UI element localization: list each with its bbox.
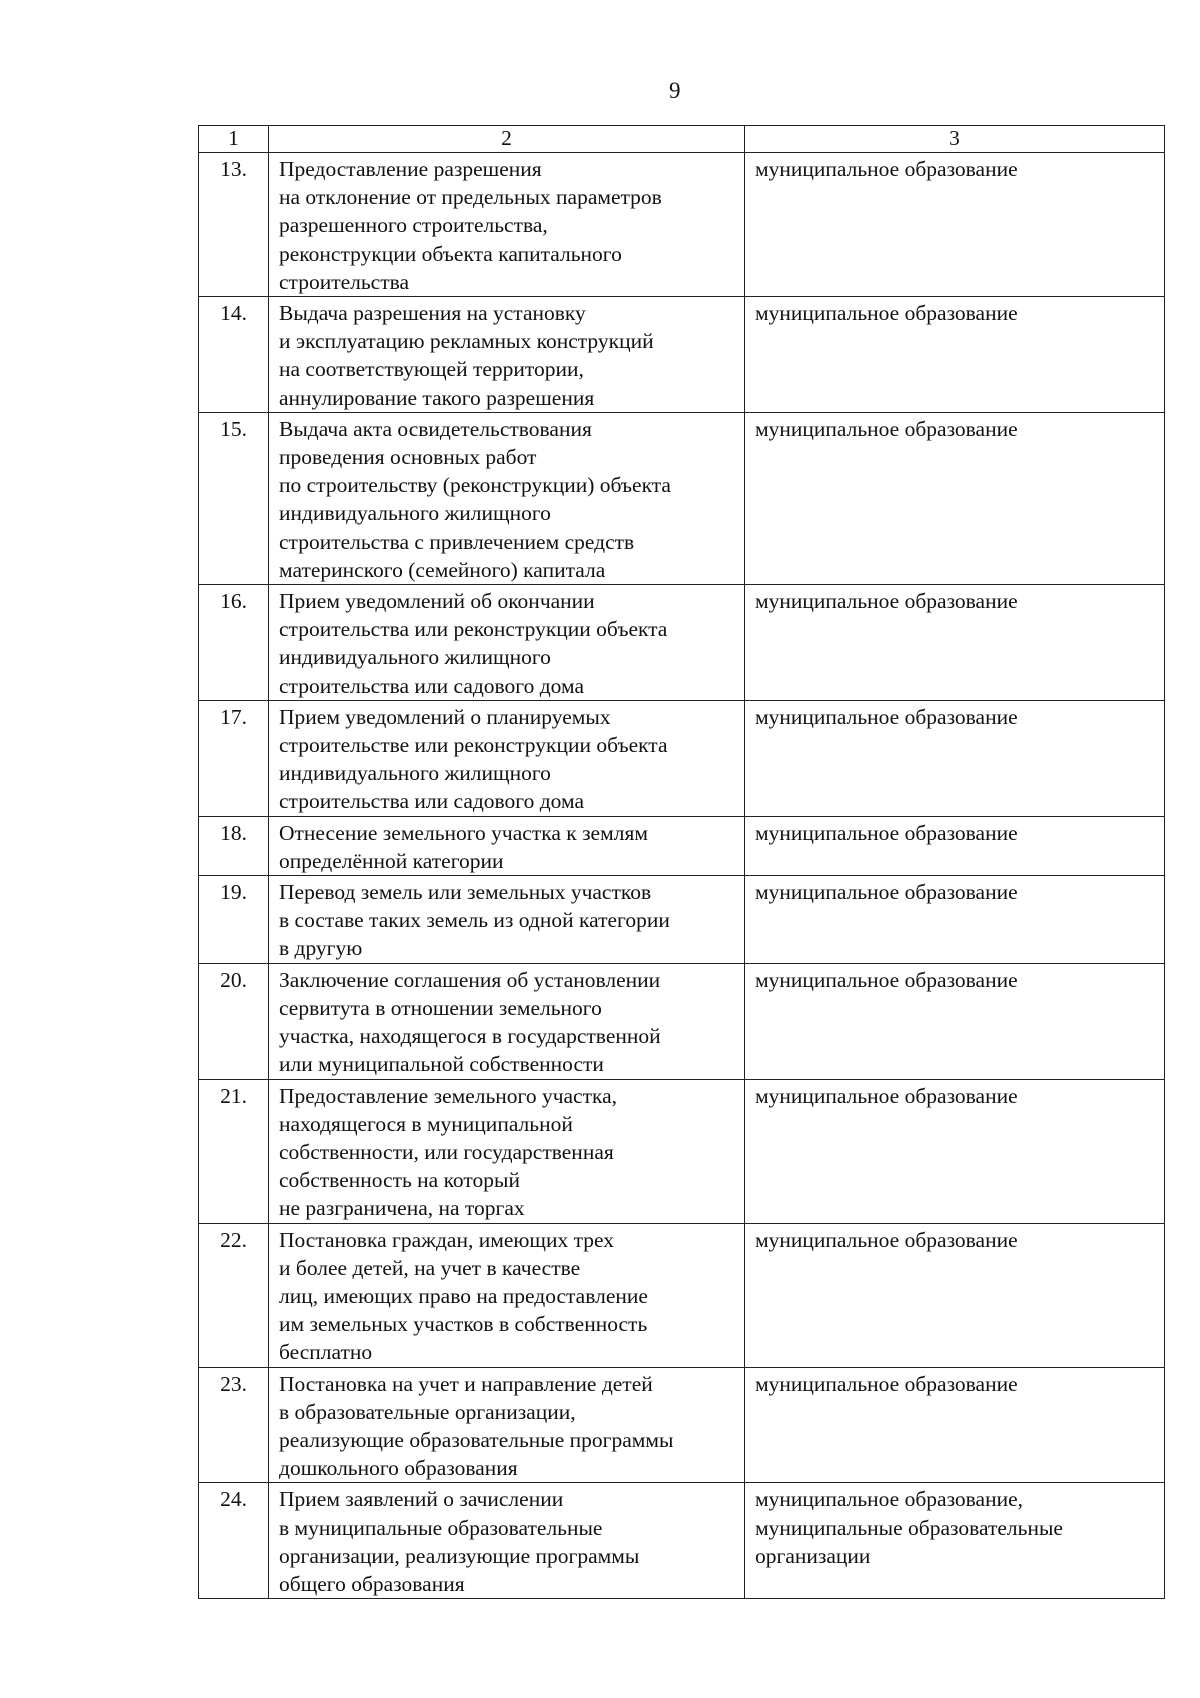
- responsible-line: муниципальное образование: [755, 416, 1018, 441]
- table-body: [199, 153, 1165, 1599]
- service-name-line: Предоставление земельного участка,: [279, 1083, 618, 1108]
- service-name-line: общего образования: [279, 1571, 465, 1596]
- service-name-line: и эксплуатацию рекламных конструкций: [279, 329, 654, 354]
- responsible-line: муниципальное образование: [755, 301, 1018, 326]
- responsible-line: муниципальные образовательные: [755, 1515, 1063, 1540]
- service-name-line: лиц, имеющих право на предоставление: [279, 1283, 648, 1308]
- responsible-line: муниципальное образование: [755, 589, 1018, 614]
- row-number: 19.: [199, 876, 269, 964]
- table-row: [199, 412, 1165, 584]
- responsible-cell: [745, 700, 1165, 816]
- service-name-line: в муниципальные образовательные: [279, 1515, 603, 1540]
- services-table: [198, 125, 1165, 1599]
- row-number: 16.: [199, 585, 269, 701]
- responsible-line: муниципальное образование: [755, 967, 1018, 992]
- row-number: 21.: [199, 1079, 269, 1223]
- service-name-line: находящегося в муниципальной: [279, 1111, 573, 1136]
- service-name-line: индивидуального жилищного: [279, 645, 551, 670]
- responsible-cell: [745, 963, 1165, 1079]
- service-name-cell: [269, 876, 745, 964]
- service-name-line: строительства с привлечением средств: [279, 529, 635, 554]
- service-name-cell: [269, 412, 745, 584]
- service-name-line: организации, реализующие программы: [279, 1543, 640, 1568]
- table-row: [199, 963, 1165, 1079]
- service-name-line: на соответствующей территории,: [279, 357, 584, 382]
- service-name-line: строительства или садового дома: [279, 673, 584, 698]
- page-number: 9: [669, 78, 681, 103]
- service-name-line: и более детей, на учет в качестве: [279, 1255, 581, 1280]
- service-name-line: реконструкции объекта капитального: [279, 241, 622, 266]
- service-name-line: Прием уведомлений о планируемых: [279, 704, 611, 729]
- service-name-line: сервитута в отношении земельного: [279, 995, 602, 1020]
- responsible-cell: [745, 1367, 1165, 1483]
- responsible-cell: [745, 412, 1165, 584]
- row-number: 23.: [199, 1367, 269, 1483]
- service-name-line: индивидуального жилищного: [279, 761, 551, 786]
- service-name-line: бесплатно: [279, 1340, 373, 1365]
- responsible-cell: [745, 297, 1165, 413]
- service-name-line: материнского (семейного) капитала: [279, 557, 606, 582]
- service-name-line: им земельных участков в собственность: [279, 1312, 648, 1337]
- service-name-line: собственности, или государственная: [279, 1139, 614, 1164]
- service-name-line: Выдача акта освидетельствования: [279, 416, 592, 441]
- row-number: 22.: [199, 1223, 269, 1367]
- responsible-cell: [745, 153, 1165, 297]
- service-name-cell: [269, 1079, 745, 1223]
- service-name-cell: [269, 963, 745, 1079]
- service-name-line: участка, находящегося в государственной: [279, 1024, 661, 1049]
- service-name-line: Отнесение земельного участка к землям: [279, 820, 648, 845]
- table-row: [199, 1223, 1165, 1367]
- service-name-line: аннулирование такого разрешения: [279, 385, 595, 410]
- service-name-line: Заключение соглашения об установлении: [279, 967, 661, 992]
- service-name-line: проведения основных работ: [279, 445, 537, 470]
- service-name-line: определённой категории: [279, 848, 504, 873]
- service-name-line: строительстве или реконструкции объекта: [279, 733, 668, 758]
- row-number: 20.: [199, 963, 269, 1079]
- row-number: 18.: [199, 816, 269, 875]
- service-name-line: Постановка на учет и направление детей: [279, 1371, 653, 1396]
- service-name-cell: [269, 1483, 745, 1599]
- service-name-line: Прием заявлений о зачислении: [279, 1487, 564, 1512]
- service-name-line: дошкольного образования: [279, 1456, 518, 1481]
- table-row: [199, 1483, 1165, 1599]
- responsible-line: организации: [755, 1543, 871, 1568]
- responsible-line: муниципальное образование: [755, 1083, 1018, 1108]
- responsible-line: муниципальное образование: [755, 704, 1018, 729]
- responsible-line: муниципальное образование: [755, 1227, 1018, 1252]
- service-name-line: в образовательные организации,: [279, 1399, 576, 1424]
- table-row: [199, 585, 1165, 701]
- service-name-line: собственность на который: [279, 1168, 520, 1193]
- responsible-cell: [745, 816, 1165, 875]
- service-name-line: Выдача разрешения на установку: [279, 301, 586, 326]
- responsible-cell: [745, 876, 1165, 964]
- service-name-line: строительства или садового дома: [279, 789, 584, 814]
- service-name-cell: [269, 816, 745, 875]
- service-name-cell: [269, 297, 745, 413]
- table-row: [199, 876, 1165, 964]
- service-name-line: строительства: [279, 269, 410, 294]
- service-name-line: реализующие образовательные программы: [279, 1427, 674, 1452]
- column-header-3: 3: [745, 126, 1165, 153]
- service-name-line: Предоставление разрешения: [279, 157, 542, 181]
- responsible-cell: [745, 1223, 1165, 1367]
- service-name-cell: [269, 585, 745, 701]
- row-number: 14.: [199, 297, 269, 413]
- responsible-line: муниципальное образование: [755, 1371, 1018, 1396]
- service-name-line: Постановка граждан, имеющих трех: [279, 1227, 615, 1252]
- service-name-line: на отклонение от предельных параметров: [279, 185, 662, 210]
- table-row: [199, 153, 1165, 297]
- service-name-line: в составе таких земель из одной категории: [279, 908, 670, 933]
- service-name-line: по строительству (реконструкции) объекта: [279, 473, 671, 498]
- service-name-line: Перевод земель или земельных участков: [279, 880, 652, 905]
- responsible-line: муниципальное образование: [755, 820, 1018, 845]
- service-name-cell: [269, 1367, 745, 1483]
- row-number: 17.: [199, 700, 269, 816]
- responsible-cell: [745, 1079, 1165, 1223]
- responsible-cell: [745, 1483, 1165, 1599]
- service-name-cell: [269, 700, 745, 816]
- table-row: [199, 816, 1165, 875]
- responsible-line: муниципальное образование: [755, 880, 1018, 905]
- table-row: [199, 297, 1165, 413]
- service-name-line: Прием уведомлений об окончании: [279, 589, 595, 614]
- service-name-cell: [269, 153, 745, 297]
- service-name-line: индивидуального жилищного: [279, 501, 551, 526]
- service-name-line: разрешенного строительства,: [279, 213, 548, 238]
- row-number: 13.: [199, 153, 269, 297]
- service-name-line: строительства или реконструкции объекта: [279, 617, 668, 642]
- row-number: 24.: [199, 1483, 269, 1599]
- row-number: 15.: [199, 412, 269, 584]
- responsible-line: муниципальное образование,: [755, 1487, 1024, 1512]
- table-row: [199, 1079, 1165, 1223]
- table-row: [199, 1367, 1165, 1483]
- column-header-2: 2: [269, 126, 745, 153]
- service-name-line: не разграничена, на торгах: [279, 1196, 525, 1221]
- service-name-line: или муниципальной собственности: [279, 1052, 604, 1077]
- table-header-row: [199, 126, 1165, 153]
- service-name-line: в другую: [279, 936, 363, 961]
- column-header-1: 1: [199, 126, 269, 153]
- service-name-cell: [269, 1223, 745, 1367]
- responsible-line: муниципальное образование: [755, 157, 1018, 181]
- table-row: [199, 700, 1165, 816]
- responsible-cell: [745, 585, 1165, 701]
